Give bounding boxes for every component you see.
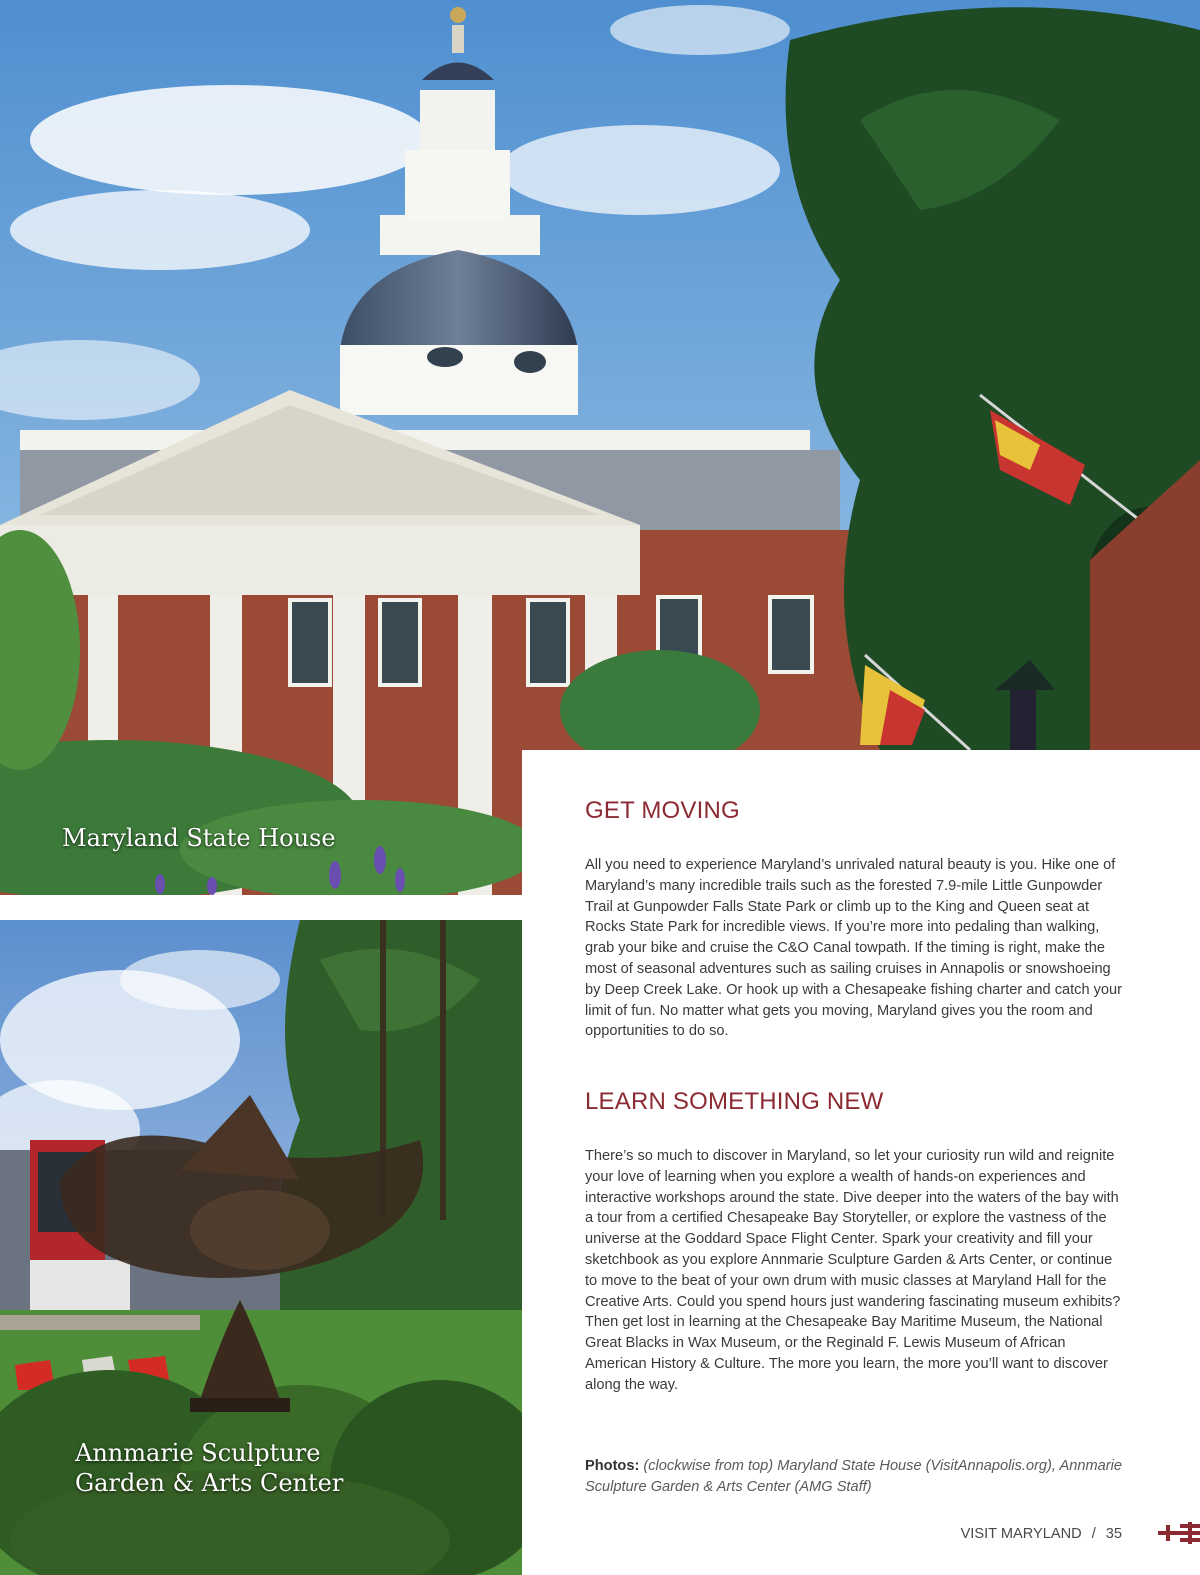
learn-something-new-heading: LEARN SOMETHING NEW [585,1088,884,1115]
maryland-flag-mark-icon [1158,1522,1200,1544]
page-footer [961,1526,1122,1542]
photo-credits [585,1456,1145,1498]
sculpture-garden-caption [75,1438,343,1498]
get-moving-heading: GET MOVING [585,797,740,824]
state-house-caption [62,823,336,853]
publication-name: VISIT MARYLAND [960,1526,1082,1542]
photo-gutter [0,895,522,920]
caption-line-1: Annmarie Sculpture [75,1439,321,1467]
get-moving-body: All you need to experience Maryland’s unrivaled natural beauty is you. Hike one of Maryland’s many incredible trails such as the forested 7.9-mile Little Gunpowder Trail at Gunpowder Falls State Park or climb up to the King and Queen seat at Rocks State Park for incredible views. If you’re more into pedaling than walking, grab your bike and cruise the C&O Canal towpath. If the timing is right, make the most of seasonal adventures such as sailing cruises in Annapolis or snowshoeing by Deep Creek Lake. Or hook up with a Chesapeake fishing charter and catch your limit of fun. No matter what gets you moving, Maryland gives you the room and opportunities to do so. [585,857,1123,1040]
photo-credits-text: (clockwise from top) Maryland State House (VisitAnnapolis.org), Annmarie Sculpture Garden & Arts Center (AMG Staff) [585,1458,1122,1495]
learn-something-new-body: There’s so much to discover in Maryland, so let your curiosity run wild and reignite your love of learning when you explore a wealth of hands-on experiences and interactive workshops around the state. Dive deeper into the waters of the bay with a tour from a certified Chesapeake Bay Storyteller, or explore the vastness of the universe at the Goddard Space Flight Center. Spark your creativity and fill your sketchbook as you explore Annmarie Sculpture Garden & Arts Center, or continue to move to the beat of your own drum with music classes at Maryland Hall for the Creative Arts. Could you spend hours just wandering fascinating museum exhibits? Then get lost in learning at the Chesapeake Bay Maritime Museum, the National Great Blacks in Wax Museum, or the Reginald F. Lewis Museum of African American History & Culture. The more you learn, the more you’ll want to discover along the way. [585,1148,1121,1393]
page-number: 35 [1105,1526,1122,1542]
caption-line-2: Garden & Arts Center [75,1469,344,1497]
photo-credits-label: Photos: [585,1458,640,1474]
caption-text: Maryland State House [62,824,336,852]
footer-separator: / [1091,1526,1096,1542]
